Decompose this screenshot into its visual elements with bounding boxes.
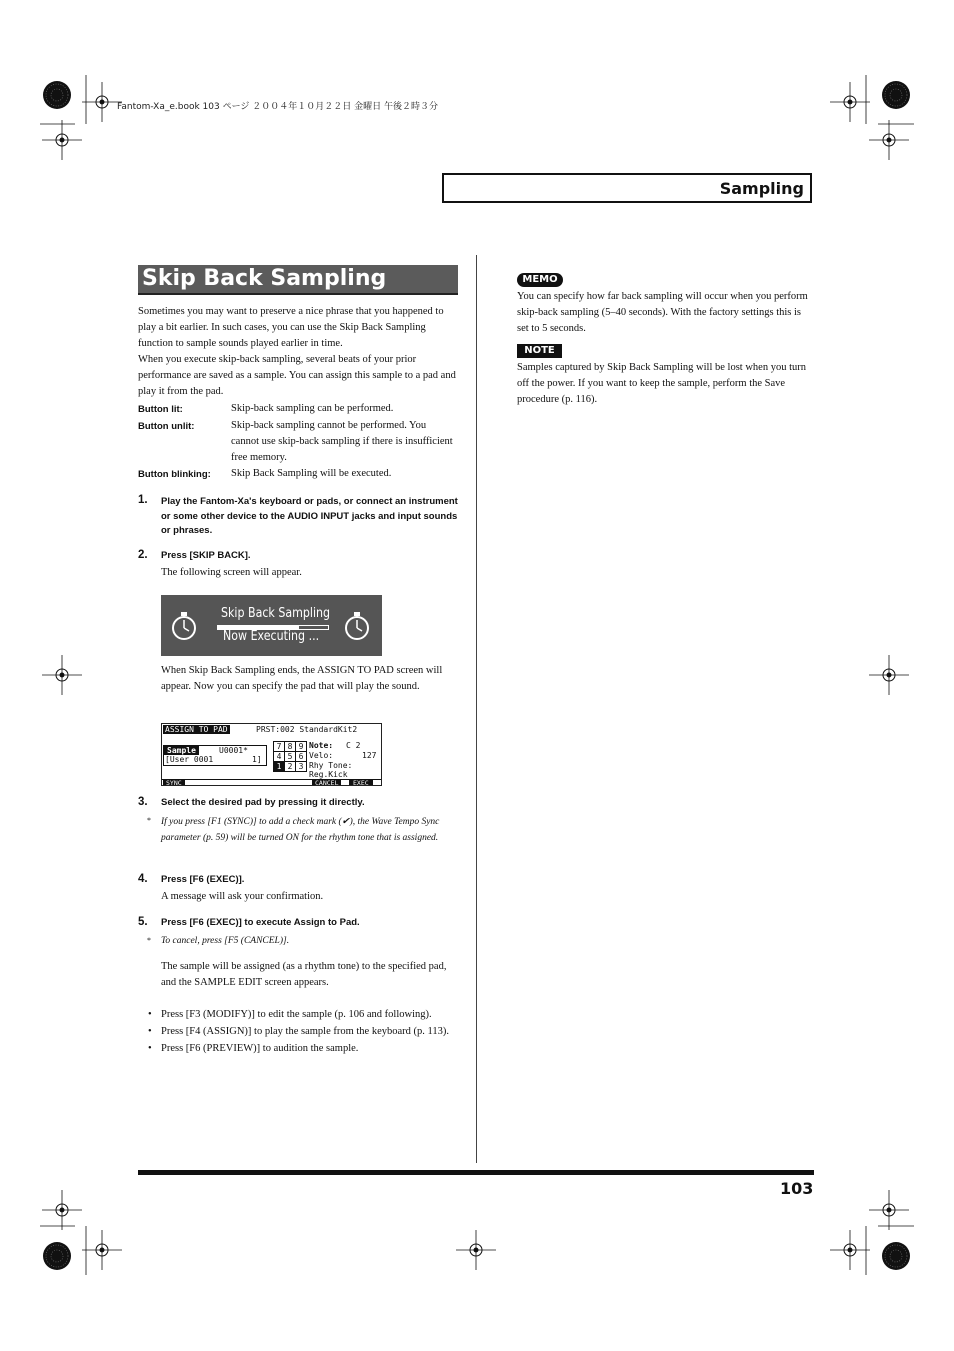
assign-to-pad-screen (161, 723, 382, 786)
screen-status: Now Executing ... (223, 629, 320, 644)
button-state-text: Skip-back sampling can be performed. (231, 403, 394, 414)
after-screen-paragraph: When Skip Back Sampling ends, the ASSIGN TO PAD screen will appear. Now you can specify the pad that will play the sound. (161, 665, 443, 692)
list-item: • Press [F4 (ASSIGN)] to play the sample from the keyboard (p. 113). (148, 1025, 450, 1037)
pad-key: 2 (284, 761, 296, 772)
f6-exec-button: EXEC (349, 780, 373, 786)
list-item: • Press [F6 (PREVIEW)] to audition the sample. (148, 1042, 359, 1054)
note-asterisk: * (147, 816, 151, 825)
step-number: 1. (138, 494, 148, 506)
step-number: 5. (138, 916, 148, 928)
result-paragraph: The sample will be assigned (as a rhythm tone) to the specified pad, and the SAMPLE EDIT screen appears. (161, 961, 447, 988)
sample-name: [User 0001 (165, 755, 214, 764)
step-subtext: The following screen will appear. (161, 567, 302, 578)
note-text: Samples captured by Skip Back Sampling will be lost when you turn off the power. If you want to keep the sample, perform the Save procedure (p. 116). (517, 362, 807, 405)
pad-key: 8 (284, 741, 296, 752)
page-number: 103 (780, 1179, 814, 1198)
step-subtext: A message will ask your confirmation. (161, 891, 324, 902)
step-note: If you press [F1 (SYNC)] to add a check mark (✔), the Wave Tempo Sync parameter (p. 59) will be turned ON for the rhythm tone that is assigned. (161, 817, 440, 843)
button-state-label: Button lit: (138, 404, 183, 415)
pad-key: 3 (295, 761, 307, 772)
memo-text: You can specify how far back sampling will occur when you perform skip-back sampling (5–40 seconds). With the factory settings this is set to 5 seconds. (517, 291, 808, 334)
step-text: Press [F6 (EXEC)] to execute Assign to Pad. (161, 917, 360, 928)
function-bar (162, 779, 381, 786)
intro-paragraph-1: Sometimes you may want to preserve a nice phrase that you happened to play a bit earlier. In such cases, you can use the Skip Back Sampling function to sample sounds played earlier in time. (138, 306, 444, 349)
section-title: Sampling (719, 179, 804, 198)
step-number: 3. (138, 796, 148, 808)
sample-id: U0001* (219, 746, 248, 755)
sample-label: Sample (164, 746, 199, 755)
note-badge: NOTE (517, 344, 562, 358)
button-state-label: Button unlit: (138, 421, 195, 432)
step-number: 4. (138, 873, 148, 885)
note-asterisk: * (147, 936, 151, 945)
pad-key: 7 (273, 741, 285, 752)
column-divider (476, 255, 477, 1163)
bullet-list (148, 1007, 456, 1056)
pad-grid (273, 741, 306, 771)
sample-index: 1] (252, 755, 262, 764)
step-text: Press [F6 (EXEC)]. (161, 874, 245, 885)
list-item-text: Press [F4 (ASSIGN)] to play the sample from the keyboard (p. 113). (161, 1025, 450, 1037)
step-text: Select the desired pad by pressing it directly. (161, 797, 365, 808)
file-info-header: Fantom-Xa_e.book 103 ページ ２００４年１０月２２日 金曜日 午後２時３分 (117, 102, 438, 112)
memo-badge: MEMO (517, 273, 563, 287)
button-state-text: Skip-back sampling cannot be performed. You cannot use skip-back sampling if there is insufficient free memory. (231, 420, 453, 463)
velo-label: Velo: (309, 751, 334, 760)
list-item-text: Press [F6 (PREVIEW)] to audition the sample. (161, 1042, 359, 1054)
pad-key: 9 (295, 741, 307, 752)
pad-key: 6 (295, 751, 307, 762)
stopwatch-icon (171, 611, 197, 641)
sample-box (163, 745, 267, 766)
article-title: Skip Back Sampling (142, 266, 387, 291)
preset-name: PRST:002 StandardKit2 (256, 725, 358, 734)
screen-tab: ASSIGN TO PAD (165, 725, 228, 734)
intro-paragraph-2: When you execute skip-back sampling, several beats of your prior performance are saved as a sample. You can assign this sample to a pad and play it from the pad. (138, 354, 456, 397)
skip-back-screen (161, 595, 382, 656)
list-item: • Press [F3 (MODIFY)] to edit the sample (p. 106 and following). (148, 1009, 432, 1020)
velo-value: 127 (362, 751, 377, 760)
f1-sync-button: SYNC (163, 780, 185, 786)
footer-rule (138, 1170, 814, 1175)
step-text: Play the Fantom-Xa's keyboard or pads, or connect an instrument or some other device to the AUDIO INPUT jacks and input sounds or phrases. (161, 496, 458, 536)
pad-key: 1 (273, 761, 285, 772)
step-text: Press [SKIP BACK]. (161, 550, 251, 561)
pad-key: 5 (284, 751, 296, 762)
stopwatch-icon (344, 611, 370, 641)
section-header (442, 173, 812, 203)
list-item-text: Press [F3 (MODIFY)] to edit the sample (p. 106 and following). (161, 1009, 432, 1020)
screen-title: Skip Back Sampling (221, 606, 331, 621)
step-number: 2. (138, 549, 148, 561)
note-label: Note: (309, 741, 334, 750)
pad-key: 4 (273, 751, 285, 762)
note-value: C 2 (346, 741, 361, 750)
rhy-tone-label: Rhy Tone: (309, 761, 353, 770)
rhy-tone-value: Reg.Kick (309, 770, 348, 779)
step-note: To cancel, press [F5 (CANCEL)]. (161, 936, 290, 946)
article-title-bar (138, 265, 458, 295)
f5-cancel-button: CANCEL (312, 780, 341, 786)
button-state-text: Skip Back Sampling will be executed. (231, 468, 392, 479)
button-state-label: Button blinking: (138, 469, 211, 480)
